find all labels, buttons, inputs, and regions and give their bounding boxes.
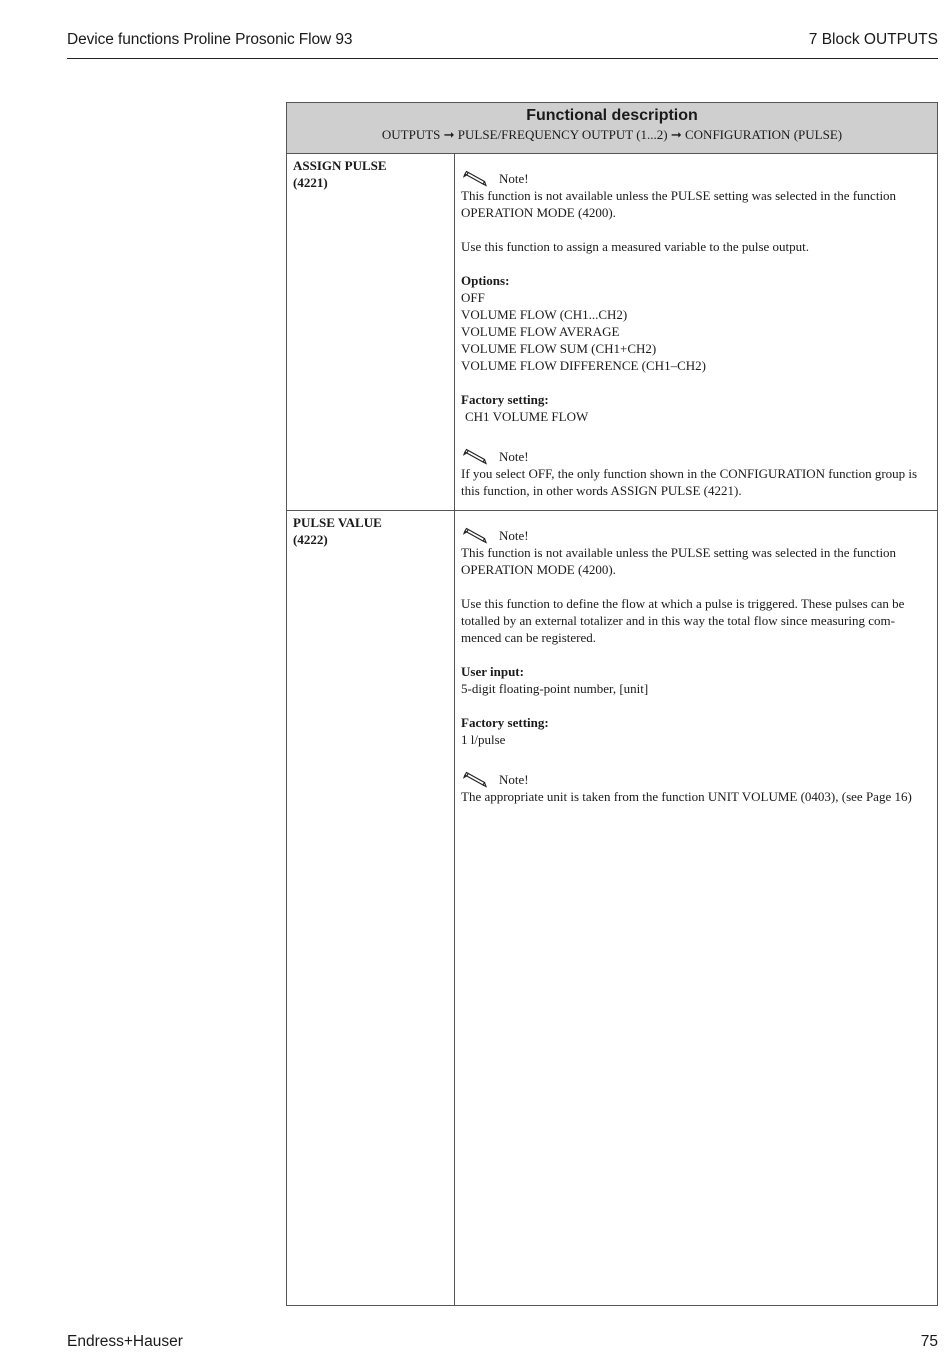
header-section-title: 7 Block OUTPUTS <box>808 31 938 48</box>
footer-brand: Endress+Hauser <box>67 1333 183 1350</box>
note-heading <box>461 527 931 544</box>
note-heading <box>461 448 931 465</box>
note-text-line: OPERATION MODE (4200). <box>461 562 616 577</box>
table-title: Functional description <box>526 107 698 124</box>
note-text-line: OPERATION MODE (4200). <box>461 205 616 220</box>
user-input-value: 5-digit floating-point number, [unit] <box>461 681 649 696</box>
usage-text-line: menced can be registered. <box>461 630 596 645</box>
note-label: Note! <box>499 449 529 464</box>
pencil-icon <box>463 170 487 187</box>
usage-text-line: Use this function to define the flow at which a pulse is triggered. These pulses can be <box>461 596 905 611</box>
function-label: ASSIGN PULSE <box>293 158 387 173</box>
pencil-icon <box>463 448 487 465</box>
note-text-line: The appropriate unit is taken from the function UNIT VOLUME (0403), (see Page 16) <box>461 789 912 804</box>
note-heading <box>461 170 931 187</box>
menu-path: OUTPUTS ➞ PULSE/FREQUENCY OUTPUT (1...2) ➞ CONFIGURATION (PULSE) <box>381 127 843 142</box>
note-text-line: This function is not available unless the PULSE setting was selected in the function <box>461 545 897 560</box>
function-name <box>293 157 387 191</box>
table-row-pulse-value <box>287 511 937 1305</box>
factory-setting-label: Factory setting: <box>461 392 549 407</box>
function-code: (4221) <box>293 175 328 190</box>
note-text-line: this function, in other words ASSIGN PULSE (4221). <box>461 483 742 498</box>
note-heading <box>461 771 931 788</box>
table-row-assign-pulse <box>287 154 937 511</box>
option-item: OFF <box>461 290 485 305</box>
factory-setting-value: 1 l/pulse <box>461 732 506 747</box>
note-label: Note! <box>499 528 529 543</box>
note-label: Note! <box>499 171 529 186</box>
option-item: VOLUME FLOW SUM (CH1+CH2) <box>461 341 657 356</box>
function-description <box>461 170 931 499</box>
function-table <box>286 102 938 1306</box>
option-item: VOLUME FLOW (CH1...CH2) <box>461 307 628 322</box>
factory-setting-value: CH1 VOLUME FLOW <box>465 409 589 424</box>
header-rule <box>67 58 938 59</box>
note-text-line: This function is not available unless the PULSE setting was selected in the function <box>461 188 897 203</box>
function-code: (4222) <box>293 532 328 547</box>
user-input-label: User input: <box>461 664 524 679</box>
pencil-icon <box>463 771 487 788</box>
option-item: VOLUME FLOW DIFFERENCE (CH1–CH2) <box>461 358 706 373</box>
function-label: PULSE VALUE <box>293 515 382 530</box>
options-label: Options: <box>461 273 510 288</box>
header-document-title: Device functions Proline Prosonic Flow 93 <box>67 31 353 48</box>
function-name <box>293 514 382 548</box>
function-description <box>461 527 931 805</box>
note-text-line: If you select OFF, the only function shown in the CONFIGURATION function group is <box>461 466 918 481</box>
usage-text: Use this function to assign a measured variable to the pulse output. <box>461 239 810 254</box>
table-header <box>287 103 937 154</box>
page-number: 75 <box>920 1333 938 1350</box>
note-label: Note! <box>499 772 529 787</box>
option-item: VOLUME FLOW AVERAGE <box>461 324 620 339</box>
pencil-icon <box>463 527 487 544</box>
factory-setting-label: Factory setting: <box>461 715 549 730</box>
usage-text-line: totalled by an external totalizer and in this way the total flow since measuring com- <box>461 613 895 628</box>
